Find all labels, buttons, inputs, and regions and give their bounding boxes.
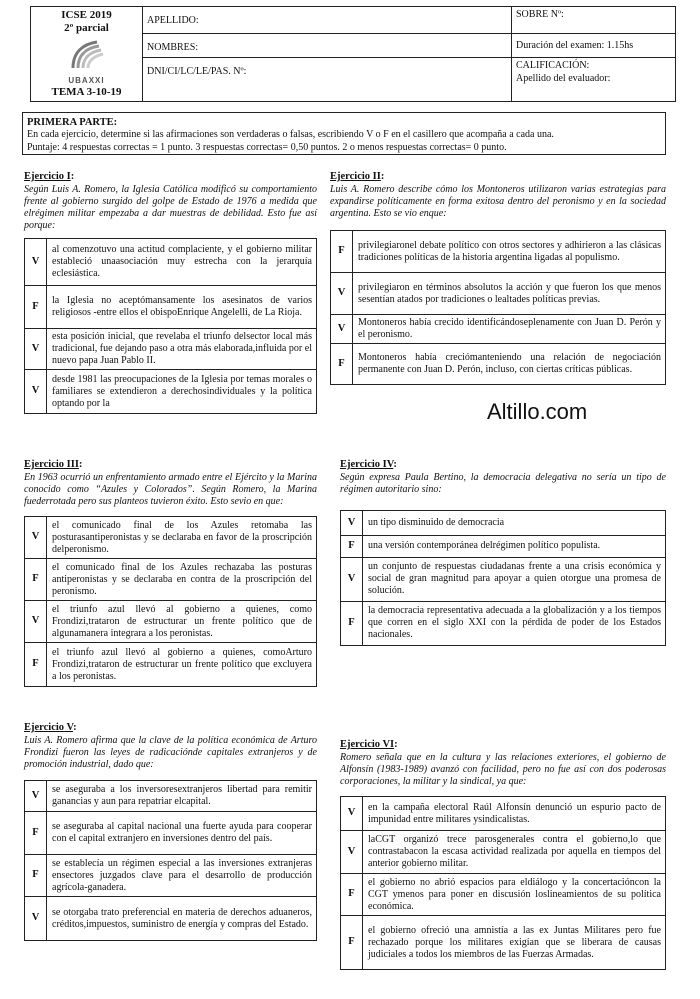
answer-mark[interactable]: V [25, 601, 47, 643]
answer-row [341, 557, 666, 601]
answer-row [331, 315, 666, 344]
instructions-line: En cada ejercicio, determine si las afirmaciones son verdaderas o falsas, escribiendo V o F en el casillero que acompaña a cada una. [27, 129, 554, 141]
answer-mark[interactable]: F [341, 601, 363, 645]
apellido-field[interactable]: APELLIDO: [143, 7, 511, 34]
answer-mark[interactable]: V [25, 329, 47, 370]
exercise-5: Ejercicio V: Luis A. Romero afirma que la clave de la política económica de Arturo Frondizi fueron las leyes de radicacióndе capitales extranjeros y de promoción industrial, dado que: V se aseguraba a los inversoresextranjeros libertad para remitir ganancias y aun para repatriar elcapital. F se aseguraba al capital nacional una fuerte ayuda para cooperar con el capital extranjero en inversiones dentro del país. F se establecía un régimen especial a las inversiones extranjeras ensectores juzgados clave para el desarrollo de producción agrícola-ganadera. V se otorgaba trato preferencial en materia de derechos aduaneros, créditos,impuestos, suministro de energía y compras del Estado. [24, 721, 317, 941]
answer-mark[interactable]: V [331, 315, 353, 344]
answer-row [25, 239, 317, 286]
answer-statement: el gobierno no abrió espacios para eldiálogo y la concertaciónсon la CGT ymenos para poner en discusión loslineamientos de su política económica. [363, 874, 666, 916]
answer-row [25, 286, 317, 329]
exercise-question: Según Luis A. Romero, la Iglesia Católica modificó su comportamiento frente al gobierno surgido del golpe de Estado de 1976 a medida que elrégimen militar empezaba a dar muestras de debilidad. Esto fue así porque: [24, 183, 317, 232]
answer-mark[interactable]: V [341, 831, 363, 874]
answer-mark[interactable]: V [341, 797, 363, 831]
answer-statement: un conjunto de respuestas ciudadanas frente a una crisis económica y social de gran magnitud para apoyar a quien otorgue una promesa de solución. [363, 557, 666, 601]
course-label: ICSE 2019 [61, 9, 112, 21]
answer-statement: al comenzotuvo una actitud complaciente, y el gobierno militar estableció unaasociación muy estrecha con la jerarquía eclesiástica. [47, 239, 317, 286]
scoring-line: Puntaje: 4 respuestas correctas = 1 punto. 3 respuestas correctas= 0,50 puntos. 2 o menos respuestas correctas= 0 punto. [27, 141, 507, 153]
answer-statement: el comunicado final de los Azules retomaba las posturasantiperonistas y se declaraba en favor de la proscripción delperonismo. [47, 517, 317, 559]
answer-statement: en la campaña electoral Raúl Alfonsín denunció un espurio pacto de impunidad entre militares ysindicalistas. [363, 797, 666, 831]
answer-mark[interactable]: V [341, 557, 363, 601]
answer-row [341, 874, 666, 916]
answer-mark[interactable]: F [25, 286, 47, 329]
nombres-field[interactable]: NOMBRES: [143, 34, 511, 58]
answer-mark[interactable]: F [341, 535, 363, 557]
answer-table [24, 780, 317, 941]
answer-statement: la democracia representativa adecuada a la globalización y a los tiempos que corren en el siglo XXI con la pérdida de poder de los Estados nacionales. [363, 601, 666, 645]
exercise-1: Ejercicio I: Según Luis A. Romero, la Iglesia Católica modificó su comportamiento frente al gobierno surgido del golpe de Estado de 1976 a medida que elrégimen militar empezaba a dar muestras de debilidad. Esto fue así porque: V al comenzotuvo una actitud complaciente, y el gobierno militar estableció unaasociación muy estrecha con la jerarquía eclesiástica. F la Iglesia no aceptómansamente los asesinatos de varios religiosos -entre ellos el obispoEnrique Angelelli, de La Rioja. V esta posición inicial, que revelaba el triunfo delsector local más tradicional, fue dejando paso a otra más elaborada,influida por el nuevo papa Juan Pablo II. V desde 1981 las preocupaciones de la Iglesia por temas morales o familiares se extendieron a derechosindividuales y la política optando por la [24, 170, 317, 414]
exercise-3: Ejercicio III: En 1963 ocurrió un enfrentamiento armado entre el Ejército y la Marina conocido como “Azules y Colorados”. Según Romero, la Marina fuederrotada pero sus planteos tuvieron éxito. Esto sevio en que: V el comunicado final de los Azules retomaba las posturasantiperonistas y se declaraba en favor de la proscripción delperonismo. F el comunicado final de los Azules rechazaba las posturas antiperonistas y se declaraba en contra de la proscripción del peronismo. V el triunfo azul llevó al gobierno a quienes, como Frondizi,trataron de estructurar un frente político que de algunamanera integrara a los peronistas. F el triunfo azul llevó al gobierno a quienes, comoArturo Frondizi,trataron de estructurar un frente político que excluyera a los peronistas. [24, 458, 317, 687]
answer-mark[interactable]: F [341, 874, 363, 916]
answer-mark[interactable]: F [331, 231, 353, 273]
answer-mark[interactable]: V [25, 517, 47, 559]
answer-mark[interactable]: F [25, 559, 47, 601]
answer-statement: laCGT organizó trece parosgenerales contra el gobierno,lo que contrastabacon la escasa actividad realizada por aquella en tiempos del anterior gobierno militar. [363, 831, 666, 874]
answer-row [25, 643, 317, 687]
answer-row [341, 601, 666, 645]
answer-statement: la Iglesia no aceptómansamente los asesinatos de varios religiosos -entre ellos el obispoEnrique Angelelli, de La Rioja. [47, 286, 317, 329]
exercise-4: Ejercicio IV: Según expresa Paula Bertino, la democracia delegativa no sería un tipo de régimen autoritario sino: V un tipo disminuido de democracia F una versión contemporánea delrégimen político populista. V un conjunto de respuestas ciudadanas frente a una crisis económica y social de gran magnitud para apoyar a quien otorgue una promesa de solución. F la democracia representativa adecuada a la globalización y a los tiempos que corren en el siglo XXI con la pérdida de poder de los Estados nacionales. [340, 458, 666, 646]
answer-row [25, 559, 317, 601]
answer-row [341, 831, 666, 874]
answer-row [331, 273, 666, 315]
tema-label: TEMA 3-10-19 [51, 86, 122, 99]
exercise-title: Ejercicio VI [340, 739, 395, 750]
answer-mark[interactable]: F [341, 916, 363, 970]
answer-row [331, 231, 666, 273]
answer-statement: se establecía un régimen especial a las inversiones extranjeras ensectores juzgados clave para el desarrollo de producción agrícola-ganadera. [47, 855, 317, 897]
answer-table [24, 516, 317, 687]
answer-row [25, 812, 317, 855]
answer-row [25, 897, 317, 941]
answer-row [341, 535, 666, 557]
answer-row [25, 370, 317, 414]
answer-mark[interactable]: F [25, 855, 47, 897]
header-logo-cell [31, 7, 143, 101]
duration-label: Duración del examen: 1.15hs [512, 34, 675, 58]
answer-row [25, 517, 317, 559]
dni-field[interactable]: DNI/CI/LC/LE/PAS. Nº: [147, 66, 247, 77]
answer-mark[interactable]: F [331, 344, 353, 385]
exam-header [30, 6, 676, 102]
answer-statement: el triunfo azul llevó al gobierno a quienes, como Frondizi,trataron de estructurar un frente político que de algunamanera integrara a los peronistas. [47, 601, 317, 643]
answer-mark[interactable]: V [25, 781, 47, 812]
answer-statement: un tipo disminuido de democracia [363, 510, 666, 535]
answer-statement: se aseguraba a los inversoresextranjeros libertad para remitir ganancias y aun para repatriar elcapital. [47, 781, 317, 812]
exercise-title: Ejercicio III [24, 459, 79, 470]
answer-mark[interactable]: V [25, 897, 47, 941]
exercise-question: Romero señala que en la cultura y las relaciones exteriores, el gobierno de Alfonsín (1983-1989) avanzó con facilidad, pero no fue así con dos poderosas corporaciones, la militar y la sindical, ya que: [340, 751, 666, 787]
grade-field[interactable] [512, 58, 675, 101]
answer-statement: el triunfo azul llevó al gobierno a quienes, comoArturo Frondizi,trataron de estructurar un frente político que excluyera a los peronistas. [47, 643, 317, 687]
answer-mark[interactable]: F [25, 643, 47, 687]
answer-table [24, 238, 317, 414]
answer-statement: esta posición inicial, que revelaba el triunfo delsector local más tradicional, fue dejando paso a otra más elaborada,influida por el nuevo papa Juan Pablo II. [47, 329, 317, 370]
exercise-question: Según expresa Paula Bertino, la democracia delegativa no sería un tipo de régimen autoritario sino: [340, 471, 666, 495]
student-fields [143, 7, 512, 101]
evaluador-label: Apellido del evaluador: [516, 72, 611, 84]
answer-row [25, 781, 317, 812]
sobre-field[interactable]: SOBRE Nº: [512, 7, 675, 34]
exam-label: 2º parcial [64, 21, 109, 34]
answer-statement: Montoneros había crecido identificándoseplenamente con Juan D. Perón y el peronismo. [353, 315, 666, 344]
exercise-question: Luis A. Romero afirma que la clave de la política económica de Arturo Frondizi fueron las leyes de radicacióndе capitales extranjeros y de promoción industrial, dado que: [24, 734, 317, 770]
answer-mark[interactable]: V [25, 239, 47, 286]
exercise-title: Ejercicio II [330, 171, 381, 182]
calificacion-label: CALIFICACIÓN: [516, 60, 590, 71]
answer-statement: se otorgaba trato preferencial en materia de derechos aduaneros, créditos,impuestos, suministro de energía y compras del Estado. [47, 897, 317, 941]
exercise-title: Ejercicio IV [340, 459, 394, 470]
exercise-question: En 1963 ocurrió un enfrentamiento armado entre el Ejército y la Marina conocido como “Azules y Colorados”. Según Romero, la Marina fuederrotada pero sus planteos tuvieron éxito. Esto sevio en que: [24, 471, 317, 507]
answer-mark[interactable]: V [25, 370, 47, 414]
answer-statement: el comunicado final de los Azules rechazaba las posturas antiperonistas y se declaraba en contra de la proscripción del peronismo. [47, 559, 317, 601]
answer-table [330, 230, 666, 385]
answer-statement: privilegiaron en términos absolutos la acción y que fueron los que menos sesentían atados por tradiciones o lealtades políticas previas. [353, 273, 666, 315]
watermark-text: Altillo.com [487, 399, 588, 424]
instructions-box [22, 112, 666, 155]
answer-statement: el gobierno ofreció una amnistía a las ex Juntas Militares pero fue rechazado porque los militares exigían que se liberara de causas judiciales a todos los miembros de las Fuerzas Armadas. [363, 916, 666, 970]
answer-row [25, 329, 317, 370]
logo-text: UBAXXI [68, 75, 105, 85]
exercise-2: Ejercicio II: Luis A. Romero describe cómo los Montoneros utilizaron varias estrategias para expandirse políticamente en forma exitosa dentro del peronismo y en la sociedad argentina. Esto se vio enque: F privilegiaronel debate político con otros sectores y adhirieron a las clásicas tradiciones políticas de la historia argentina ligadas al populismo. V privilegiaron en términos absolutos la acción y que fueron los que menos sesentían atados por tradiciones o lealtades políticas previas. V Montoneros había crecido identificándoseplenamente con Juan D. Perón y el peronismo. F Montoneros había creciómanteniendo una relación de negociación permanente con Juan D. Perón, incluso, con ciertas críticas públicas. [330, 170, 666, 385]
answer-statement: se aseguraba al capital nacional una fuerte ayuda para cooperar con el capital extranjero en inversiones dentro del país. [47, 812, 317, 855]
answer-row [341, 510, 666, 535]
answer-row [341, 797, 666, 831]
exercise-title: Ejercicio I [24, 171, 71, 182]
exam-info-fields [512, 7, 675, 101]
answer-statement: una versión contemporánea delrégimen político populista. [363, 535, 666, 557]
ubaxxi-logo-icon [65, 38, 109, 72]
answer-row [25, 855, 317, 897]
answer-table [340, 510, 666, 646]
answer-row [25, 601, 317, 643]
exercise-question: Luis A. Romero describe cómo los Montoneros utilizaron varias estrategias para expandirse políticamente en forma exitosa dentro del peronismo y en la sociedad argentina. Esto se vio enque: [330, 183, 666, 219]
answer-statement: desde 1981 las preocupaciones de la Iglesia por temas morales o familiares se extendieron a derechosindividuales y la política optando por la [47, 370, 317, 414]
section-title: PRIMERA PARTE: [27, 117, 118, 128]
exercise-title: Ejercicio V [24, 722, 74, 733]
answer-table [340, 796, 666, 970]
answer-row [331, 344, 666, 385]
answer-mark[interactable]: V [331, 273, 353, 315]
answer-row [341, 916, 666, 970]
answer-mark[interactable]: V [341, 510, 363, 535]
answer-mark[interactable]: F [25, 812, 47, 855]
answer-statement: privilegiaronel debate político con otros sectores y adhirieron a las clásicas tradiciones políticas de la historia argentina ligadas al populismo. [353, 231, 666, 273]
answer-statement: Montoneros había creciómanteniendo una relación de negociación permanente con Juan D. Perón, incluso, con ciertas críticas públicas. [353, 344, 666, 385]
exercise-6: Ejercicio VI: Romero señala que en la cultura y las relaciones exteriores, el gobierno de Alfonsín (1983-1989) avanzó con facilidad, pero no fue así con dos poderosas corporaciones, la militar y la sindical, ya que: V en la campaña electoral Raúl Alfonsín denunció un espurio pacto de impunidad entre militares ysindicalistas. V laCGT organizó trece parosgenerales contra el gobierno,lo que contrastabacon la escasa actividad realizada por aquella en tiempos del anterior gobierno militar. F el gobierno no abrió espacios para eldiálogo y la concertaciónсon la CGT ymenos para poner en discusión loslineamientos de su política económica. F el gobierno ofreció una amnistía a las ex Juntas Militares pero fue rechazado porque los militares exigían que se liberara de causas judiciales a todos los miembros de las Fuerzas Armadas. [340, 738, 666, 970]
